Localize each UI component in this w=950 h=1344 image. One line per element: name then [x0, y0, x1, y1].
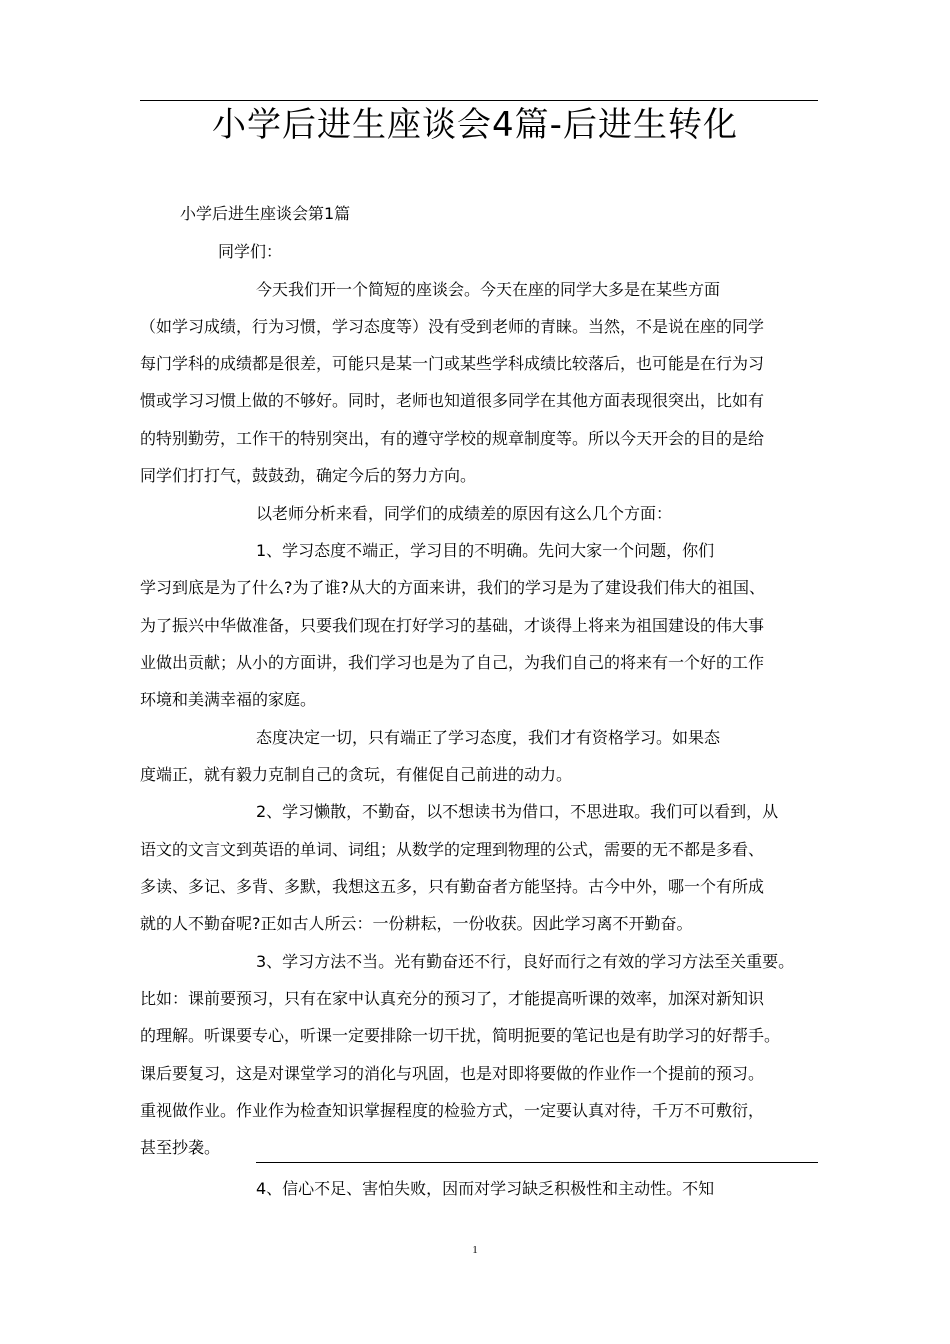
body-line: 态度决定一切，只有端正了学习态度，我们才有资格学习。如果态	[256, 728, 721, 747]
body-line: 比如：课前要预习，只有在家中认真充分的预习了，才能提高听课的效率，加深对新知识	[140, 989, 765, 1008]
body-line: 业做出贡献；从小的方面讲，我们学习也是为了自己，为我们自己的将来有一个好的工作	[140, 653, 765, 672]
body-line: 2、学习懒散，不勤奋，以不想读书为借口，不思进取。我们可以看到，从	[256, 802, 779, 821]
body-line: 为了振兴中华做准备，只要我们现在打好学习的基础，才谈得上将来为祖国建设的伟大事	[140, 616, 765, 635]
document-title: 小学后进生座谈会4篇-后进生转化	[212, 105, 738, 145]
body-line: 课后要复习，这是对课堂学习的消化与巩固，也是对即将要做的作业作一个提前的预习。	[140, 1064, 765, 1083]
body-line: 多读、多记、多背、多默，我想这五多，只有勤奋者方能坚持。古今中外，哪一个有所成	[140, 877, 765, 896]
body-line: 甚至抄袭。	[140, 1138, 221, 1157]
greeting: 同学们：	[218, 242, 283, 261]
body-line: 学习到底是为了什么?为了谁?从大的方面来讲，我们的学习是为了建设我们伟大的祖国、	[140, 578, 765, 597]
body-line: 每门学科的成绩都是很差，可能只是某一门或某些学科成绩比较落后，也可能是在行为习	[140, 354, 765, 373]
body-line: 3、学习方法不当。光有勤奋还不行，良好而行之有效的学习方法至关重要。	[256, 952, 795, 971]
body-line: 同学们打打气，鼓鼓劲，确定今后的努力方向。	[140, 466, 477, 485]
page-number: 1	[472, 1244, 478, 1256]
body-line: 环境和美满幸福的家庭。	[140, 690, 317, 709]
section-heading: 小学后进生座谈会第1篇	[180, 204, 351, 223]
body-line: 的特别勤劳，工作干的特别突出，有的遵守学校的规章制度等。所以今天开会的目的是给	[140, 429, 765, 448]
body-line: 今天我们开一个简短的座谈会。今天在座的同学大多是在某些方面	[256, 280, 721, 299]
section-divider	[256, 1162, 818, 1163]
body-line: （如学习成绩，行为习惯，学习态度等）没有受到老师的青睐。当然，不是说在座的同学	[140, 317, 765, 336]
body-line: 惯或学习习惯上做的不够好。同时，老师也知道很多同学在其他方面表现很突出，比如有	[140, 391, 765, 410]
body-line: 语文的文言文到英语的单词、词组；从数学的定理到物理的公式，需要的无不都是多看、	[140, 840, 765, 859]
body-line: 1、学习态度不端正，学习目的不明确。先问大家一个问题，你们	[256, 541, 715, 560]
body-line: 重视做作业。作业作为检查知识掌握程度的检验方式，一定要认真对待，千万不可敷衍，	[140, 1101, 765, 1120]
body-line: 就的人不勤奋呢?正如古人所云：一份耕耘，一份收获。因此学习离不开勤奋。	[140, 914, 693, 933]
body-line: 以老师分析来看，同学们的成绩差的原因有这么几个方面：	[256, 504, 673, 523]
body-line: 的理解。听课要专心，听课一定要排除一切干扰，简明扼要的笔记也是有助学习的好帮手。	[140, 1026, 781, 1045]
body-line: 4、信心不足、害怕失败，因而对学习缺乏积极性和主动性。不知	[256, 1179, 715, 1198]
body-line: 度端正，就有毅力克制自己的贪玩，有催促自己前进的动力。	[140, 765, 573, 784]
